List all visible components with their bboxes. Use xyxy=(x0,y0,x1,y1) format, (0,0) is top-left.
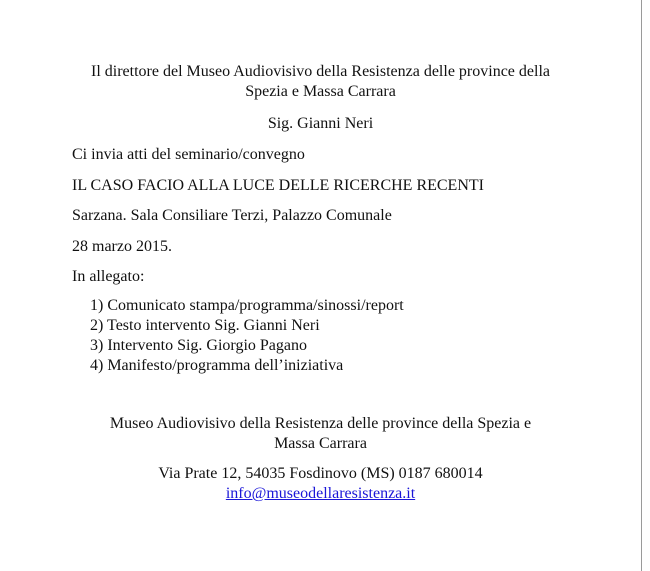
event-title: IL CASO FACIO ALLA LUCE DELLE RICERCHE RECENTI xyxy=(72,177,484,194)
intro-text: Ci invia atti del seminario/convegno xyxy=(72,146,305,163)
footer-address: Via Prate 12, 54035 Fosdinovo (MS) 0187 680014 xyxy=(158,465,483,482)
email-link[interactable]: info@museodellaresistenza.it xyxy=(225,485,416,502)
footer-org-line-1: Museo Audiovisivo della Resistenza delle province della Spezia e xyxy=(109,415,532,432)
recipient-name: Sig. Gianni Neri xyxy=(267,115,374,132)
event-date: 28 marzo 2015. xyxy=(72,238,172,255)
event-location: Sarzana. Sala Consiliare Terzi, Palazzo Comunale xyxy=(72,207,392,224)
attachment-item-3: 3) Intervento Sig. Giorgio Pagano xyxy=(90,337,308,354)
attachments-label: In allegato: xyxy=(72,268,145,285)
header-line-1: Il direttore del Museo Audiovisivo della Resistenza delle province della xyxy=(91,63,550,80)
attachment-item-1: 1) Comunicato stampa/programma/sinossi/report xyxy=(90,297,404,314)
footer-email-line xyxy=(0,484,641,504)
header-line-2: Spezia e Massa Carrara xyxy=(245,83,396,100)
footer-org-line-2: Massa Carrara xyxy=(274,435,367,452)
attachment-item-2: 2) Testo intervento Sig. Gianni Neri xyxy=(90,317,320,334)
attachment-item-4: 4) Manifesto/programma dell’iniziativa xyxy=(90,357,344,374)
page-edge-divider xyxy=(641,0,642,571)
